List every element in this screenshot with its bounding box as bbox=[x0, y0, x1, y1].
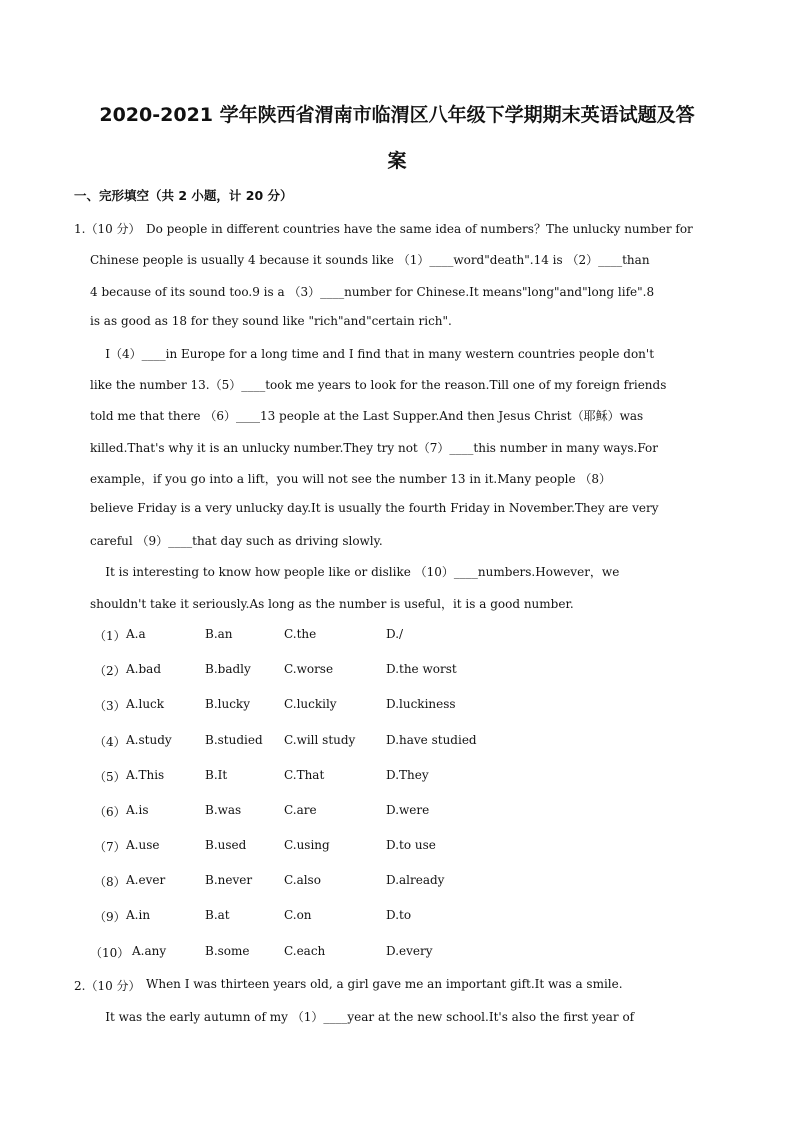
passage-line: It is interesting to know how people like or dislike （10）____numbers.However，we bbox=[90, 565, 620, 579]
option-b: B.some bbox=[205, 944, 250, 958]
option-b: B.at bbox=[205, 908, 230, 922]
option-number: （9） bbox=[94, 910, 126, 924]
option-c: C.the bbox=[284, 627, 317, 641]
option-number: （7） bbox=[94, 840, 126, 854]
option-c: C.will study bbox=[284, 733, 356, 747]
passage-line: When I was thirteen years old, a girl gave me an important gift.It was a smile. bbox=[146, 977, 623, 991]
option-a: A.a bbox=[126, 627, 146, 641]
passage-line: shouldn't take it seriously.As long as the number is useful，it is a good number. bbox=[90, 597, 574, 611]
option-number: （4） bbox=[94, 735, 126, 749]
option-b: B.lucky bbox=[205, 697, 250, 711]
question-2-number: 2.（10 分） bbox=[74, 979, 141, 993]
option-number: （5） bbox=[94, 770, 126, 784]
passage-line: 4 because of its sound too.9 is a （3）____number for Chinese.It means"long"and"long life".8 bbox=[90, 285, 655, 299]
option-c: C.using bbox=[284, 838, 330, 852]
document-title-line-1: 2020-2021 学年陕西省渭南市临渭区八年级下学期期末英语试题及答 bbox=[99, 104, 695, 126]
option-number: （10） bbox=[90, 946, 130, 960]
option-b: B.an bbox=[205, 627, 233, 641]
passage-line: believe Friday is a very unlucky day.It is usually the fourth Friday in November.They are very bbox=[90, 501, 659, 515]
option-d: D.the worst bbox=[386, 662, 457, 676]
passage-line: is as good as 18 for they sound like "rich"and"certain rich". bbox=[90, 314, 452, 328]
passage-line: killed.That's why it is an unlucky number.They try not（7）____this number in many ways.For bbox=[90, 441, 658, 455]
option-a: A.is bbox=[126, 803, 149, 817]
option-c: C.are bbox=[284, 803, 317, 817]
option-d: D.have studied bbox=[386, 733, 477, 747]
option-c: C.each bbox=[284, 944, 326, 958]
option-b: B.used bbox=[205, 838, 247, 852]
option-d: D.to use bbox=[386, 838, 436, 852]
option-number: （3） bbox=[94, 699, 126, 713]
document-title-line-2: 案 bbox=[387, 150, 407, 172]
option-number: （8） bbox=[94, 875, 126, 889]
option-d: D.were bbox=[386, 803, 430, 817]
option-b: B.badly bbox=[205, 662, 251, 676]
option-d: D.to bbox=[386, 908, 412, 922]
option-a: A.any bbox=[132, 944, 167, 958]
option-d: D.every bbox=[386, 944, 433, 958]
option-c: C.worse bbox=[284, 662, 334, 676]
option-c: C.on bbox=[284, 908, 312, 922]
option-number: （1） bbox=[94, 629, 126, 643]
option-a: A.luck bbox=[126, 697, 165, 711]
option-number: （2） bbox=[94, 664, 126, 678]
option-b: B.never bbox=[205, 873, 253, 887]
option-a: A.in bbox=[126, 908, 151, 922]
option-b: B.It bbox=[205, 768, 228, 782]
option-d: D.They bbox=[386, 768, 429, 782]
passage-line: careful （9）____that day such as driving slowly. bbox=[90, 534, 383, 548]
passage-line: like the number 13.（5）____took me years to look for the reason.Till one of my foreign friends bbox=[90, 378, 667, 392]
option-a: A.This bbox=[126, 768, 165, 782]
section-heading: 一、完形填空（共 2 小题，计 20 分） bbox=[74, 188, 293, 203]
option-a: A.bad bbox=[126, 662, 161, 676]
option-number: （6） bbox=[94, 805, 126, 819]
option-d: D./ bbox=[386, 627, 404, 641]
passage-line: example，if you go into a lift，you will not see the number 13 in it.Many people （8） bbox=[90, 472, 612, 486]
passage-line: It was the early autumn of my （1）____year at the new school.It's also the first year of bbox=[90, 1010, 635, 1024]
option-a: A.use bbox=[126, 838, 160, 852]
option-d: D.already bbox=[386, 873, 445, 887]
option-a: A.ever bbox=[126, 873, 166, 887]
option-b: B.was bbox=[205, 803, 242, 817]
option-b: B.studied bbox=[205, 733, 263, 747]
passage-line: Do people in different countries have the same idea of numbers？The unlucky number for bbox=[146, 222, 693, 236]
passage-line: I（4）____in Europe for a long time and I find that in many western countries people don't bbox=[90, 347, 655, 361]
passage-line: Chinese people is usually 4 because it sounds like （1）____word"death".14 is （2）____than bbox=[90, 253, 650, 267]
question-1-number: 1.（10 分） bbox=[74, 222, 141, 236]
passage-line: told me that there （6）____13 people at the Last Supper.And then Jesus Christ（耶稣）was bbox=[90, 409, 644, 423]
option-c: C.luckily bbox=[284, 697, 337, 711]
option-c: C.That bbox=[284, 768, 325, 782]
option-d: D.luckiness bbox=[386, 697, 456, 711]
option-a: A.study bbox=[126, 733, 172, 747]
option-c: C.also bbox=[284, 873, 321, 887]
